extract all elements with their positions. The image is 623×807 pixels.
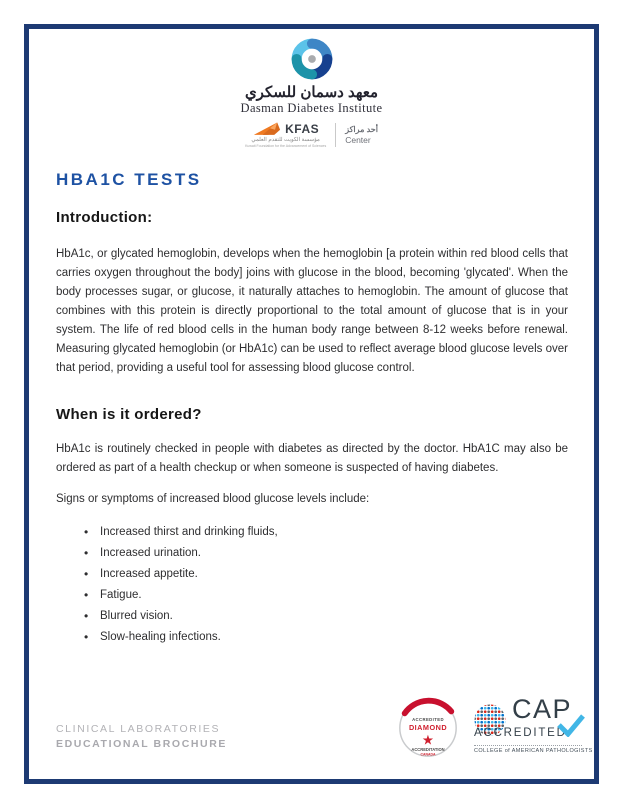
footer-text [56,722,227,752]
kfas-arabic-subtitle: مؤسسة الكويت للتقدم العلمي [251,137,320,143]
list-item: • Increased urination. [56,543,568,564]
kfas-wordmark: KFAS [285,122,320,136]
list-item: • Fatigue. [56,585,568,606]
checkmark-icon [556,713,586,737]
ordered-paragraph: HbA1c is routinely checked in people with diabetes as directed by the doctor. HbA1C may also be ordered as part of a health checkup or when someone is suspected of having diabetes. [56,443,568,474]
list-item: • Blurred vision. [56,606,568,627]
page-title: HBA1C TESTS [56,170,202,189]
symptoms-intro-line: Signs or symptoms of increased blood glucose levels include: [56,493,370,505]
kfas-divider [335,123,336,147]
cap-organization-name: COLLEGE of AMERICAN PATHOLOGISTS [474,745,582,754]
svg-text:DIAMOND: DIAMOND [408,722,448,732]
ordered-heading: When is it ordered? [56,406,202,423]
institute-name-arabic: معهد دسمان للسكري [244,84,379,101]
list-item: • Increased thirst and drinking fluids, [56,522,568,543]
symptoms-list [56,522,568,648]
svg-text:ACCREDITATION: ACCREDITATION [411,747,445,753]
cap-accredited-badge [473,694,593,759]
cap-accredited-label: ACCREDITED [474,727,567,739]
list-item: • Increased appetite. [56,564,568,585]
accreditation-diamond-badge-icon [394,685,462,767]
kfas-english-subtitle: Kuwait Foundation for the Advancement of Sciences [245,144,327,148]
footer-doc-type: EDUCATIONAL BROCHURE [56,738,228,750]
header [29,35,594,148]
svg-text:CANADA: CANADA [420,752,436,757]
institute-name-english: Dasman Diabetes Institute [240,101,383,115]
kfas-logo [245,121,326,148]
kfas-logo-icon [252,121,282,137]
list-item: • Slow-healing infections. [56,627,568,648]
footer-department: CLINICAL LABORATORIES [56,723,221,735]
page-frame [24,24,599,784]
center-label [345,125,378,145]
cap-acronym: CAP [512,694,573,724]
intro-heading: Introduction: [56,209,153,226]
svg-text:★: ★ [421,732,435,748]
center-label-english: Center [345,134,371,145]
kfas-center-row [29,121,594,148]
dasman-logo-icon [288,35,336,83]
intro-paragraph: HbA1c, or glycated hemoglobin, develops when the hemoglobin [a protein within red blood cells that carries oxygen throughout the body] joins with glucose in the blood, becoming 'glycated'. When the body processes sugar, or glucose, it naturally attaches to hemoglobin. The amount of glucose that combines with this protein is directly proportional to the total amount of glucose that is in your system. The life of red blood cells in the human body range between 8-12 weeks before renewal. Measuring glycated hemoglobin (or HbA1c) can be used to reflect average blood glucose levels over that period, providing a useful tool for assessing blood glucose control. [56,248,568,374]
center-label-arabic: أحد مراكز [345,124,378,134]
svg-text:ACCREDITED: ACCREDITED [412,717,444,723]
